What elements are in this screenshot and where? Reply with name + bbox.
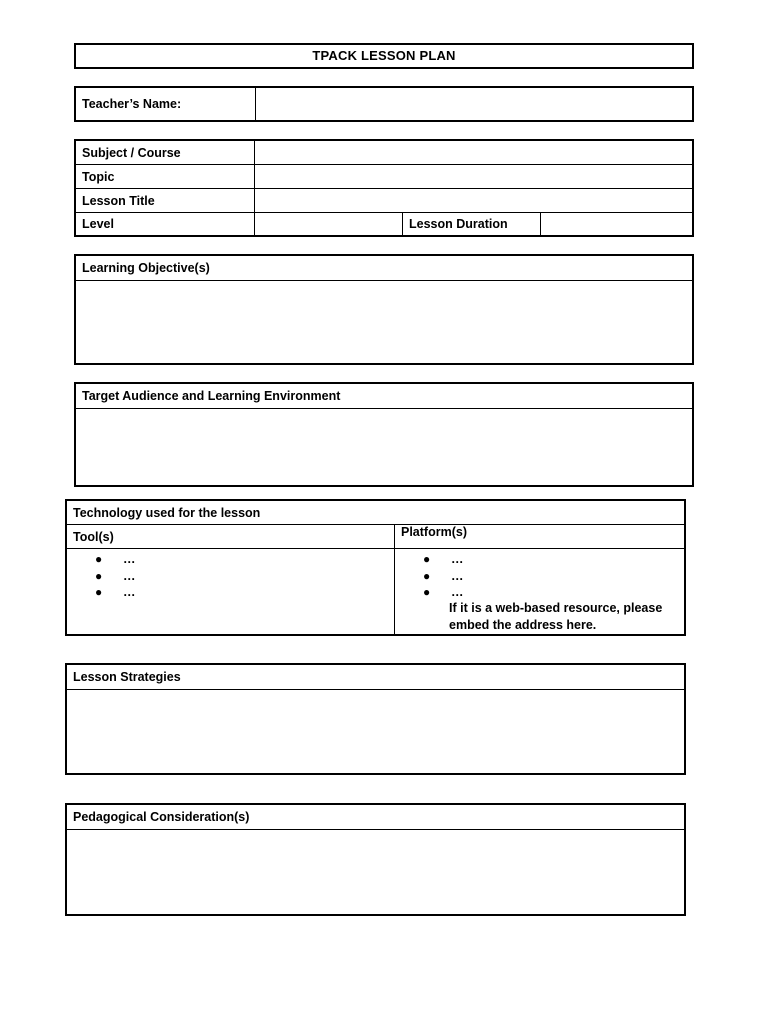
- tools-list: [95, 551, 136, 601]
- lesson-strategies-section: [65, 663, 686, 775]
- technology-label: Technology used for the lesson: [73, 505, 261, 520]
- pedagogical-field[interactable]: [67, 830, 684, 914]
- divider: [67, 548, 684, 549]
- learning-objectives-field[interactable]: [76, 281, 692, 363]
- bullet-icon: ●: [423, 585, 431, 599]
- bullet-icon: ●: [95, 568, 103, 583]
- lesson-title-label: Lesson Title: [82, 193, 155, 208]
- list-item[interactable]: ● …: [423, 568, 464, 583]
- teacher-name-box: [74, 86, 694, 122]
- target-audience-label: Target Audience and Learning Environment: [82, 389, 341, 403]
- course-info-table: [74, 139, 694, 237]
- bullet-icon: ●: [95, 585, 103, 599]
- topic-label: Topic: [82, 169, 115, 184]
- teacher-name-field[interactable]: [256, 88, 692, 120]
- platforms-label: Platform(s): [401, 525, 467, 539]
- lesson-duration-label: Lesson Duration: [409, 217, 508, 231]
- pedagogical-section: [65, 803, 686, 916]
- list-item[interactable]: ● …: [95, 585, 136, 599]
- list-item[interactable]: ● …: [423, 552, 464, 566]
- document-title: TPACK LESSON PLAN: [312, 48, 456, 63]
- target-audience-section: [74, 382, 694, 487]
- title-box: [74, 43, 694, 69]
- lesson-duration-field[interactable]: [541, 213, 692, 235]
- list-item[interactable]: ● …: [95, 568, 136, 583]
- target-audience-field[interactable]: [76, 409, 692, 485]
- topic-field[interactable]: [255, 165, 692, 188]
- platforms-list: [423, 551, 464, 601]
- bullet-icon: ●: [423, 552, 431, 566]
- platform-note: If it is a web-based resource, please embed the address here.: [449, 601, 663, 632]
- bullet-icon: ●: [423, 568, 431, 583]
- learning-objectives-label: Learning Objective(s): [82, 261, 210, 275]
- technology-section: [65, 499, 686, 636]
- list-item[interactable]: ● …: [95, 552, 136, 566]
- pedagogical-label: Pedagogical Consideration(s): [73, 810, 250, 824]
- subject-field[interactable]: [255, 141, 692, 164]
- level-label: Level: [82, 217, 114, 231]
- list-item[interactable]: ● …: [423, 585, 464, 599]
- lesson-title-field[interactable]: [255, 189, 692, 212]
- learning-objectives-section: [74, 254, 694, 365]
- level-field[interactable]: [255, 213, 402, 235]
- teacher-name-label: Teacher’s Name:: [82, 97, 182, 111]
- lesson-strategies-field[interactable]: [67, 690, 684, 773]
- subject-label: Subject / Course: [82, 145, 181, 160]
- lesson-strategies-label: Lesson Strategies: [73, 670, 181, 684]
- tools-label: Tool(s): [73, 529, 114, 544]
- bullet-icon: ●: [95, 552, 103, 566]
